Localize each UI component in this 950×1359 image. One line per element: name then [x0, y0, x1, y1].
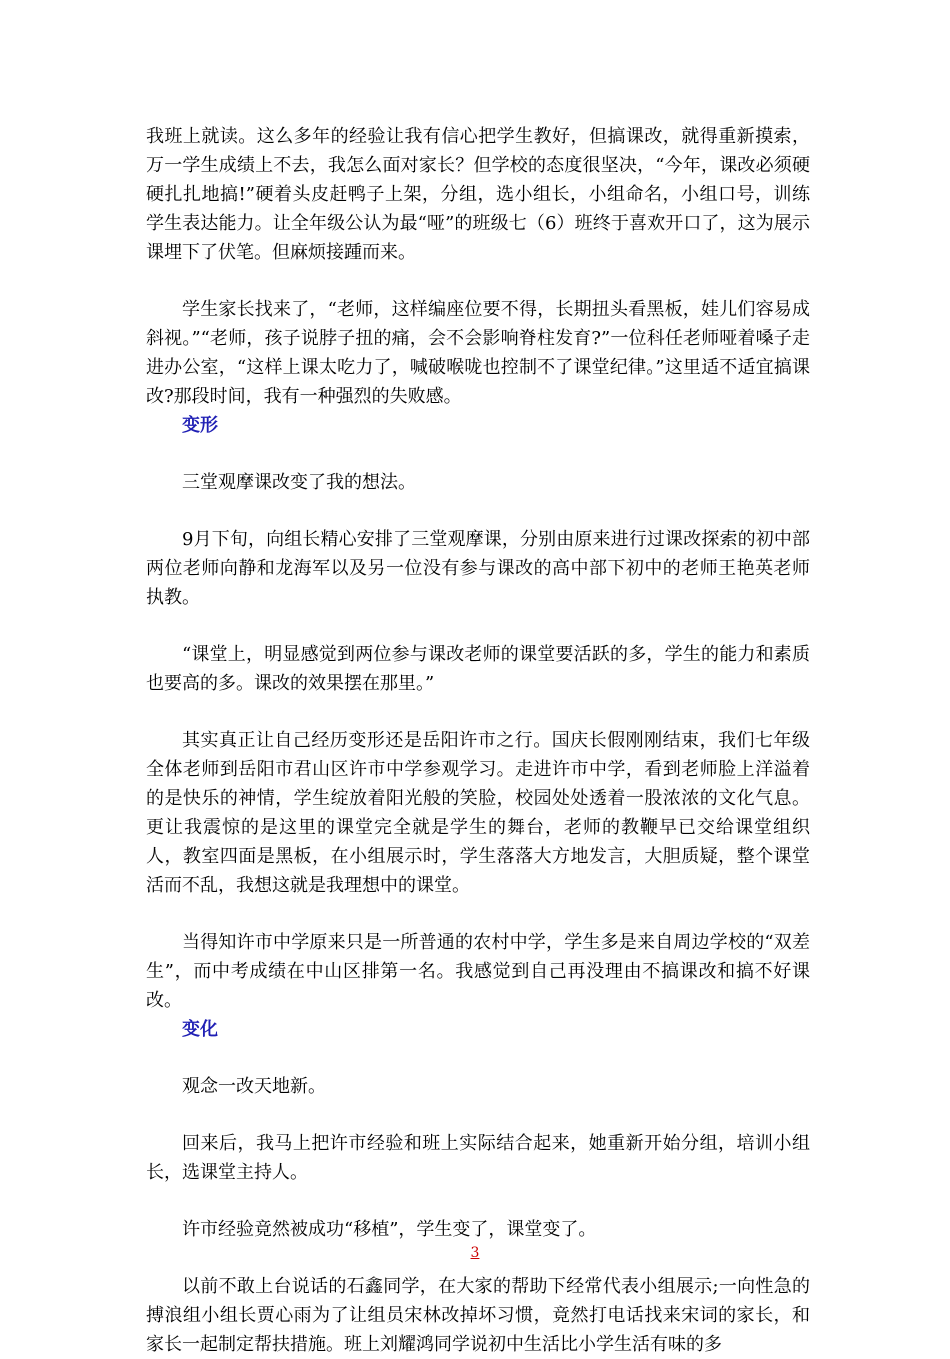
- paragraph-9: 回来后，我马上把许市经验和班上实际结合起来，她重新开始分组，培训小组长，选课堂主持人。: [146, 1133, 810, 1183]
- paragraph-3: 三堂观摩课改变了我的想法。: [182, 472, 416, 493]
- paragraph-6: 其实真正让自己经历变形还是岳阳许市之行。国庆长假刚刚结束，我们七年级全体老师到岳阳市君山区许市中学参观学习。走进许市中学，看到老师脸上洋溢着的是快乐的神情，学生绽放着阳光般的笑脸，校园处处透着一股浓浓的文化气息。更让我震惊的是这里的课堂完全就是学生的舞台，老师的教鞭早已交给课堂组织人，教室四面是黑板，在小组展示时，学生落落大方地发言，大胆质疑，整个课堂活而不乱，我想这就是我理想中的课堂。: [146, 730, 810, 896]
- section-heading-bianhua: 变化: [182, 1019, 218, 1040]
- section-heading-bianxing: 变形: [182, 415, 218, 436]
- paragraph-1: 我班上就读。这么多年的经验让我有信心把学生教好，但搞课改，就得重新摸索，万一学生成绩上不去，我怎么面对家长？但学校的态度很坚决，“今年，课改必须硬硬扎扎地搞!”硬着头皮赶鸭子上架，分组，选小组长，小组命名，小组口号，训练学生表达能力。让全年级公认为最“哑”的班级七（6）班终于喜欢开口了，这为展示课埋下了伏笔。但麻烦接踵而来。: [146, 126, 810, 263]
- paragraph-2: 学生家长找来了，“老师，这样编座位要不得，长期扭头看黑板，娃儿们容易成斜视。”“老师，孩子说脖子扭的痛，会不会影响脊柱发育?”一位科任老师哑着嗓子走进办公室，“这样上课太吃力了，喊破喉咙也控制不了课堂纪律。”这里适不适宜搞课改?那段时间，我有一种强烈的失败感。: [146, 299, 810, 407]
- paragraph-11: 以前不敢上台说话的石鑫同学，在大家的帮助下经常代表小组展示;一向性急的搏浪组小组长贾心雨为了让组员宋林改掉坏习惯，竟然打电话找来宋词的家长，和家长一起制定帮扶措施。班上刘耀鸿同学说初中生活比小学生活有味的多: [146, 1276, 810, 1355]
- paragraph-8: 观念一改天地新。: [182, 1076, 326, 1097]
- paragraph-10: 许市经验竟然被成功“移植”，学生变了，课堂变了。: [182, 1219, 597, 1240]
- page-number: 3: [470, 1245, 480, 1261]
- document-body: [146, 122, 810, 1359]
- paragraph-5: “课堂上，明显感觉到两位参与课改老师的课堂要活跃的多，学生的能力和素质也要高的多。课改的效果摆在那里。”: [146, 644, 810, 694]
- paragraph-7: 当得知许市中学原来只是一所普通的农村中学，学生多是来自周边学校的“双差生”，而中考成绩在中山区排第一名。我感觉到自己再没理由不搞课改和搞不好课改。: [146, 932, 810, 1011]
- paragraph-4: 9月下旬，向组长精心安排了三堂观摩课，分别由原来进行过课改探索的初中部两位老师向静和龙海军以及另一位没有参与课改的高中部下初中的老师王艳英老师执教。: [146, 529, 810, 608]
